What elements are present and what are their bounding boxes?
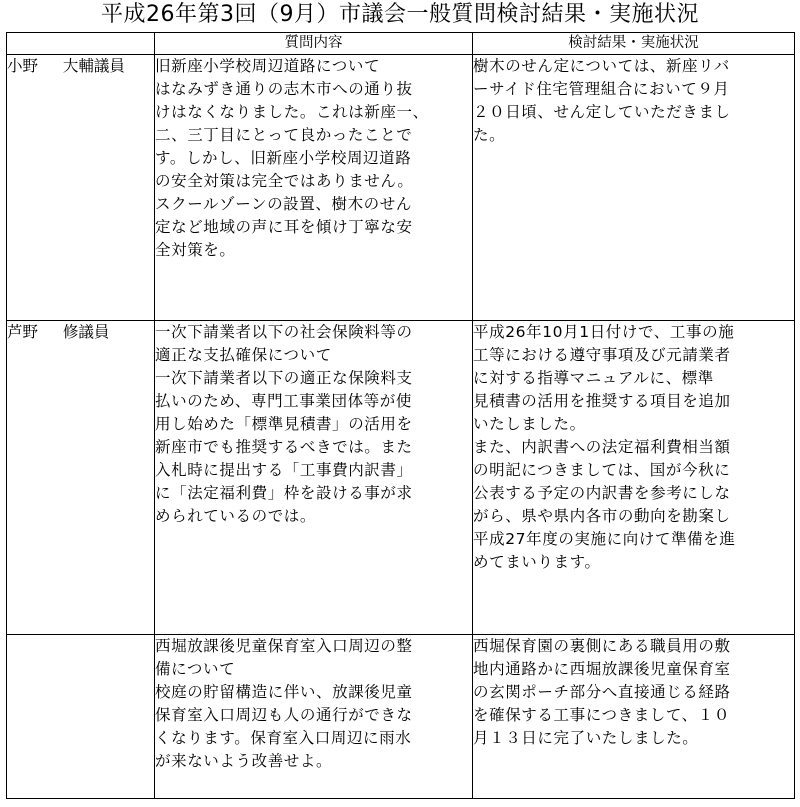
question-line: スクールゾーンの設置、樹木のせん: [155, 195, 412, 213]
member-cell: [7, 321, 155, 635]
result-line: 西堀保育園の裏側にある職員用の敷: [473, 637, 731, 655]
result-line: ２０日頃、せん定していただきまし: [473, 103, 731, 121]
question-line: 新座市でも推奨するべきでは。また: [155, 438, 413, 456]
question-line: 適正な支払確保について: [155, 346, 332, 364]
member-surname: 小野: [7, 57, 39, 75]
result-line: 地内通路かに西堀放課後児童保育室: [473, 660, 731, 678]
question-cell: [155, 321, 473, 635]
question-line: 備について: [155, 660, 236, 678]
member-cell: [7, 635, 155, 799]
question-line: 全対策を。: [155, 241, 236, 259]
question-cell: [155, 635, 473, 799]
question-line: 入札時に提出する「工事費内訳書」: [155, 461, 413, 479]
question-line: 定など地域の声に耳を傾け丁寧な安: [155, 218, 413, 236]
results-table: [6, 32, 795, 799]
table-row: [7, 635, 795, 799]
result-line: 月１３日に完了いたしました。: [473, 729, 699, 747]
question-line: が来ないよう改善せよ。: [155, 752, 333, 770]
question-line: けはなくなりました。これは新座一、: [155, 103, 429, 121]
header-member: [7, 33, 155, 55]
question-line: められているのでは。: [155, 507, 317, 525]
header-question: 質問内容: [155, 33, 473, 55]
result-line: ーサイド住宅管理組合において９月: [473, 80, 730, 98]
result-line: を確保する工事につきまして、１０: [473, 706, 730, 724]
result-line: いたしました。: [473, 415, 586, 433]
question-line: くなります。保育室入口周辺に雨水: [155, 729, 412, 747]
result-line: また、内訳書への法定福利費相当額: [473, 438, 731, 456]
header-row: [7, 33, 795, 55]
result-line: の玄関ポーチ部分へ直接通じる経路: [473, 683, 731, 701]
question-line: 西堀放課後児童保育室入口周辺の整: [155, 637, 413, 655]
member-given: 修議員: [62, 323, 110, 341]
result-line: めてまいります。: [473, 553, 601, 571]
table-row: [7, 55, 795, 321]
question-line: す。しかし、旧新座小学校周辺道路: [155, 149, 412, 167]
result-line: 公表する予定の内訳書を参考にしな: [473, 484, 731, 502]
page-title: 平成26年第3回（9月）市議会一般質問検討結果・実施状況: [101, 2, 699, 27]
result-line: 樹木のせん定については、新座リバ: [473, 57, 730, 75]
member-surname: 芦野: [7, 323, 39, 341]
question-cell: [155, 55, 473, 321]
question-line: はなみずき通りの志木市への通り抜: [155, 80, 413, 98]
result-cell: [473, 635, 795, 799]
result-cell: [473, 321, 795, 635]
question-line: 二、三丁目にとって良かったことで: [155, 126, 413, 144]
question-line: 旧新座小学校周辺道路について: [155, 57, 381, 75]
result-line: た。: [473, 126, 506, 144]
question-line: 用し始めた「標準見積書」の活用を: [155, 415, 413, 433]
question-line: 校庭の貯留構造に伴い、放課後児童: [155, 683, 413, 701]
result-cell: [473, 55, 795, 321]
result-line: がら、県や県内各市の動向を勘案し: [473, 507, 731, 525]
question-line: 払いのため、専門工事業団体等が使: [155, 392, 412, 410]
question-line: に「法定福利費」枠を設ける事が求: [155, 484, 413, 502]
question-line: 一次下請業者以下の社会保険料等の: [155, 323, 413, 341]
question-line: 保育室入口周辺も人の通行ができな: [155, 706, 413, 724]
result-line: 平成26年10月1日付けで、工事の施: [473, 323, 735, 341]
result-line: 工等における遵守事項及び元請業者: [473, 346, 731, 364]
header-result: 検討結果・実施状況: [473, 33, 795, 55]
question-line: の安全対策は完全ではありません。: [155, 172, 414, 190]
result-line: に対する指導マニュアルに、標準: [473, 369, 714, 387]
member-cell: [7, 55, 155, 321]
result-line: の明記につきましては、国が今秋に: [473, 461, 731, 479]
result-line: 平成27年度の実施に向けて準備を進: [473, 530, 736, 548]
table-row: [7, 321, 795, 635]
member-given: 大輔議員: [62, 57, 125, 75]
question-line: 一次下請業者以下の適正な保険料支: [155, 369, 413, 387]
result-line: 見積書の活用を推奨する項目を追加: [473, 392, 731, 410]
